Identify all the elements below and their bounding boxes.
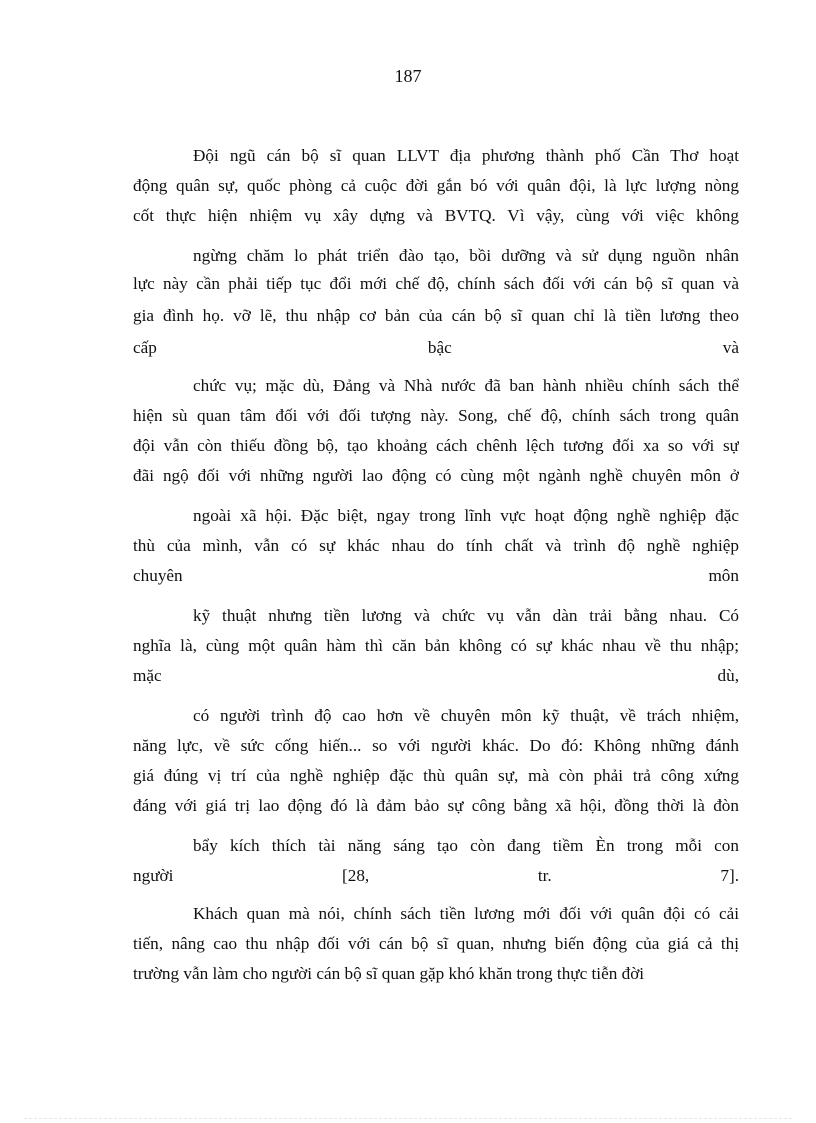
text-line: ngừng chăm lo phát triển đào tạo, bồi dưỡng và sử dụng nguồn nhân (193, 246, 739, 265)
text-line: Khách quan mà nói, chính sách tiền lương mới đối với quân đội có cải (193, 904, 739, 923)
text-line: giá đúng vị trí của nghề nghiệp đặc thù quân sự, mà còn phải trả công xứng (133, 766, 739, 785)
text-line: cốt thực hiện nhiệm vụ xây dựng và BVTQ. Vì vậy, cùng với việc không (133, 206, 739, 225)
text-line: đáng với giá trị lao động đó là đảm bảo sự công bằng xã hội, đồng thời là đòn (133, 796, 739, 815)
text-line: đãi ngộ đối với những người lao động có cùng một ngành nghề chuyên môn ở (133, 466, 739, 485)
text-line: gia đình họ. vỡ lẽ, thu nhập cơ bản của cán bộ sĩ quan chỉ là tiền lương theo (133, 306, 739, 325)
word: cấp (133, 338, 157, 357)
text-line: hiện sù quan tâm đối với đối tượng này. Song, chế độ, chính sách trong quân (133, 406, 739, 425)
word: và (722, 338, 739, 357)
word: 7]. (720, 866, 739, 885)
text-line: lực này cần phải tiếp tục đổi mới chế độ, chính sách đối với cán bộ sĩ quan và (133, 274, 739, 293)
spread-line (133, 861, 739, 891)
text-line: tiến, nâng cao thu nhập đối với cán bộ sĩ quan, nhưng biến động của giá cả thị (133, 934, 739, 953)
text-line: thù của mình, vẫn có sự khác nhau do tính chất và trình độ nghề nghiệp (133, 536, 739, 555)
text-line: kỹ thuật nhưng tiền lương và chức vụ vẫn dàn trải bằng nhau. Có (193, 606, 739, 625)
text-line: động quân sự, quốc phòng cả cuộc đời gắn bó với quân đội, là lực lượng nòng (133, 176, 739, 195)
text-line: Đội ngũ cán bộ sĩ quan LLVT địa phương thành phố Cần Thơ hoạt (193, 146, 739, 165)
word: mặc (133, 666, 162, 685)
word: bậc (427, 338, 452, 357)
word: dù, (717, 666, 739, 685)
page-number: 187 (394, 66, 422, 86)
page-bottom-rule (24, 1118, 792, 1119)
word: tr. (537, 866, 552, 885)
spread-line (133, 661, 739, 691)
text-line: trường vẫn làm cho người cán bộ sĩ quan gặp khó khăn trong thực tiễn đời (133, 964, 645, 983)
text-line: có người trình độ cao hơn về chuyên môn kỹ thuật, về trách nhiệm, (193, 706, 739, 725)
word: chuyên (133, 566, 183, 585)
text-line: bẩy kích thích tài năng sáng tạo còn đang tiềm Èn trong mỗi con (193, 836, 739, 855)
text-line: nghĩa là, cùng một quân hàm thì căn bản không có sự khác nhau về thu nhập; (133, 636, 739, 655)
text-line: ngoài xã hội. Đặc biệt, ngay trong lĩnh vực hoạt động nghề nghiệp đặc (193, 506, 739, 525)
text-line: năng lực, về sức cống hiến... so với người khác. Do đó: Không những đánh (133, 736, 739, 755)
spread-line (133, 561, 739, 591)
text-line: đội vẫn còn thiếu đồng bộ, tạo khoảng cách chênh lệch tương đối xa so với sự (133, 436, 739, 455)
citation: [28, (342, 866, 370, 885)
word: môn (708, 566, 739, 585)
spread-line (133, 333, 739, 363)
text-line: chức vụ; mặc dù, Đảng và Nhà nước đã ban hành nhiều chính sách thể (193, 376, 739, 395)
word: người (133, 866, 174, 885)
